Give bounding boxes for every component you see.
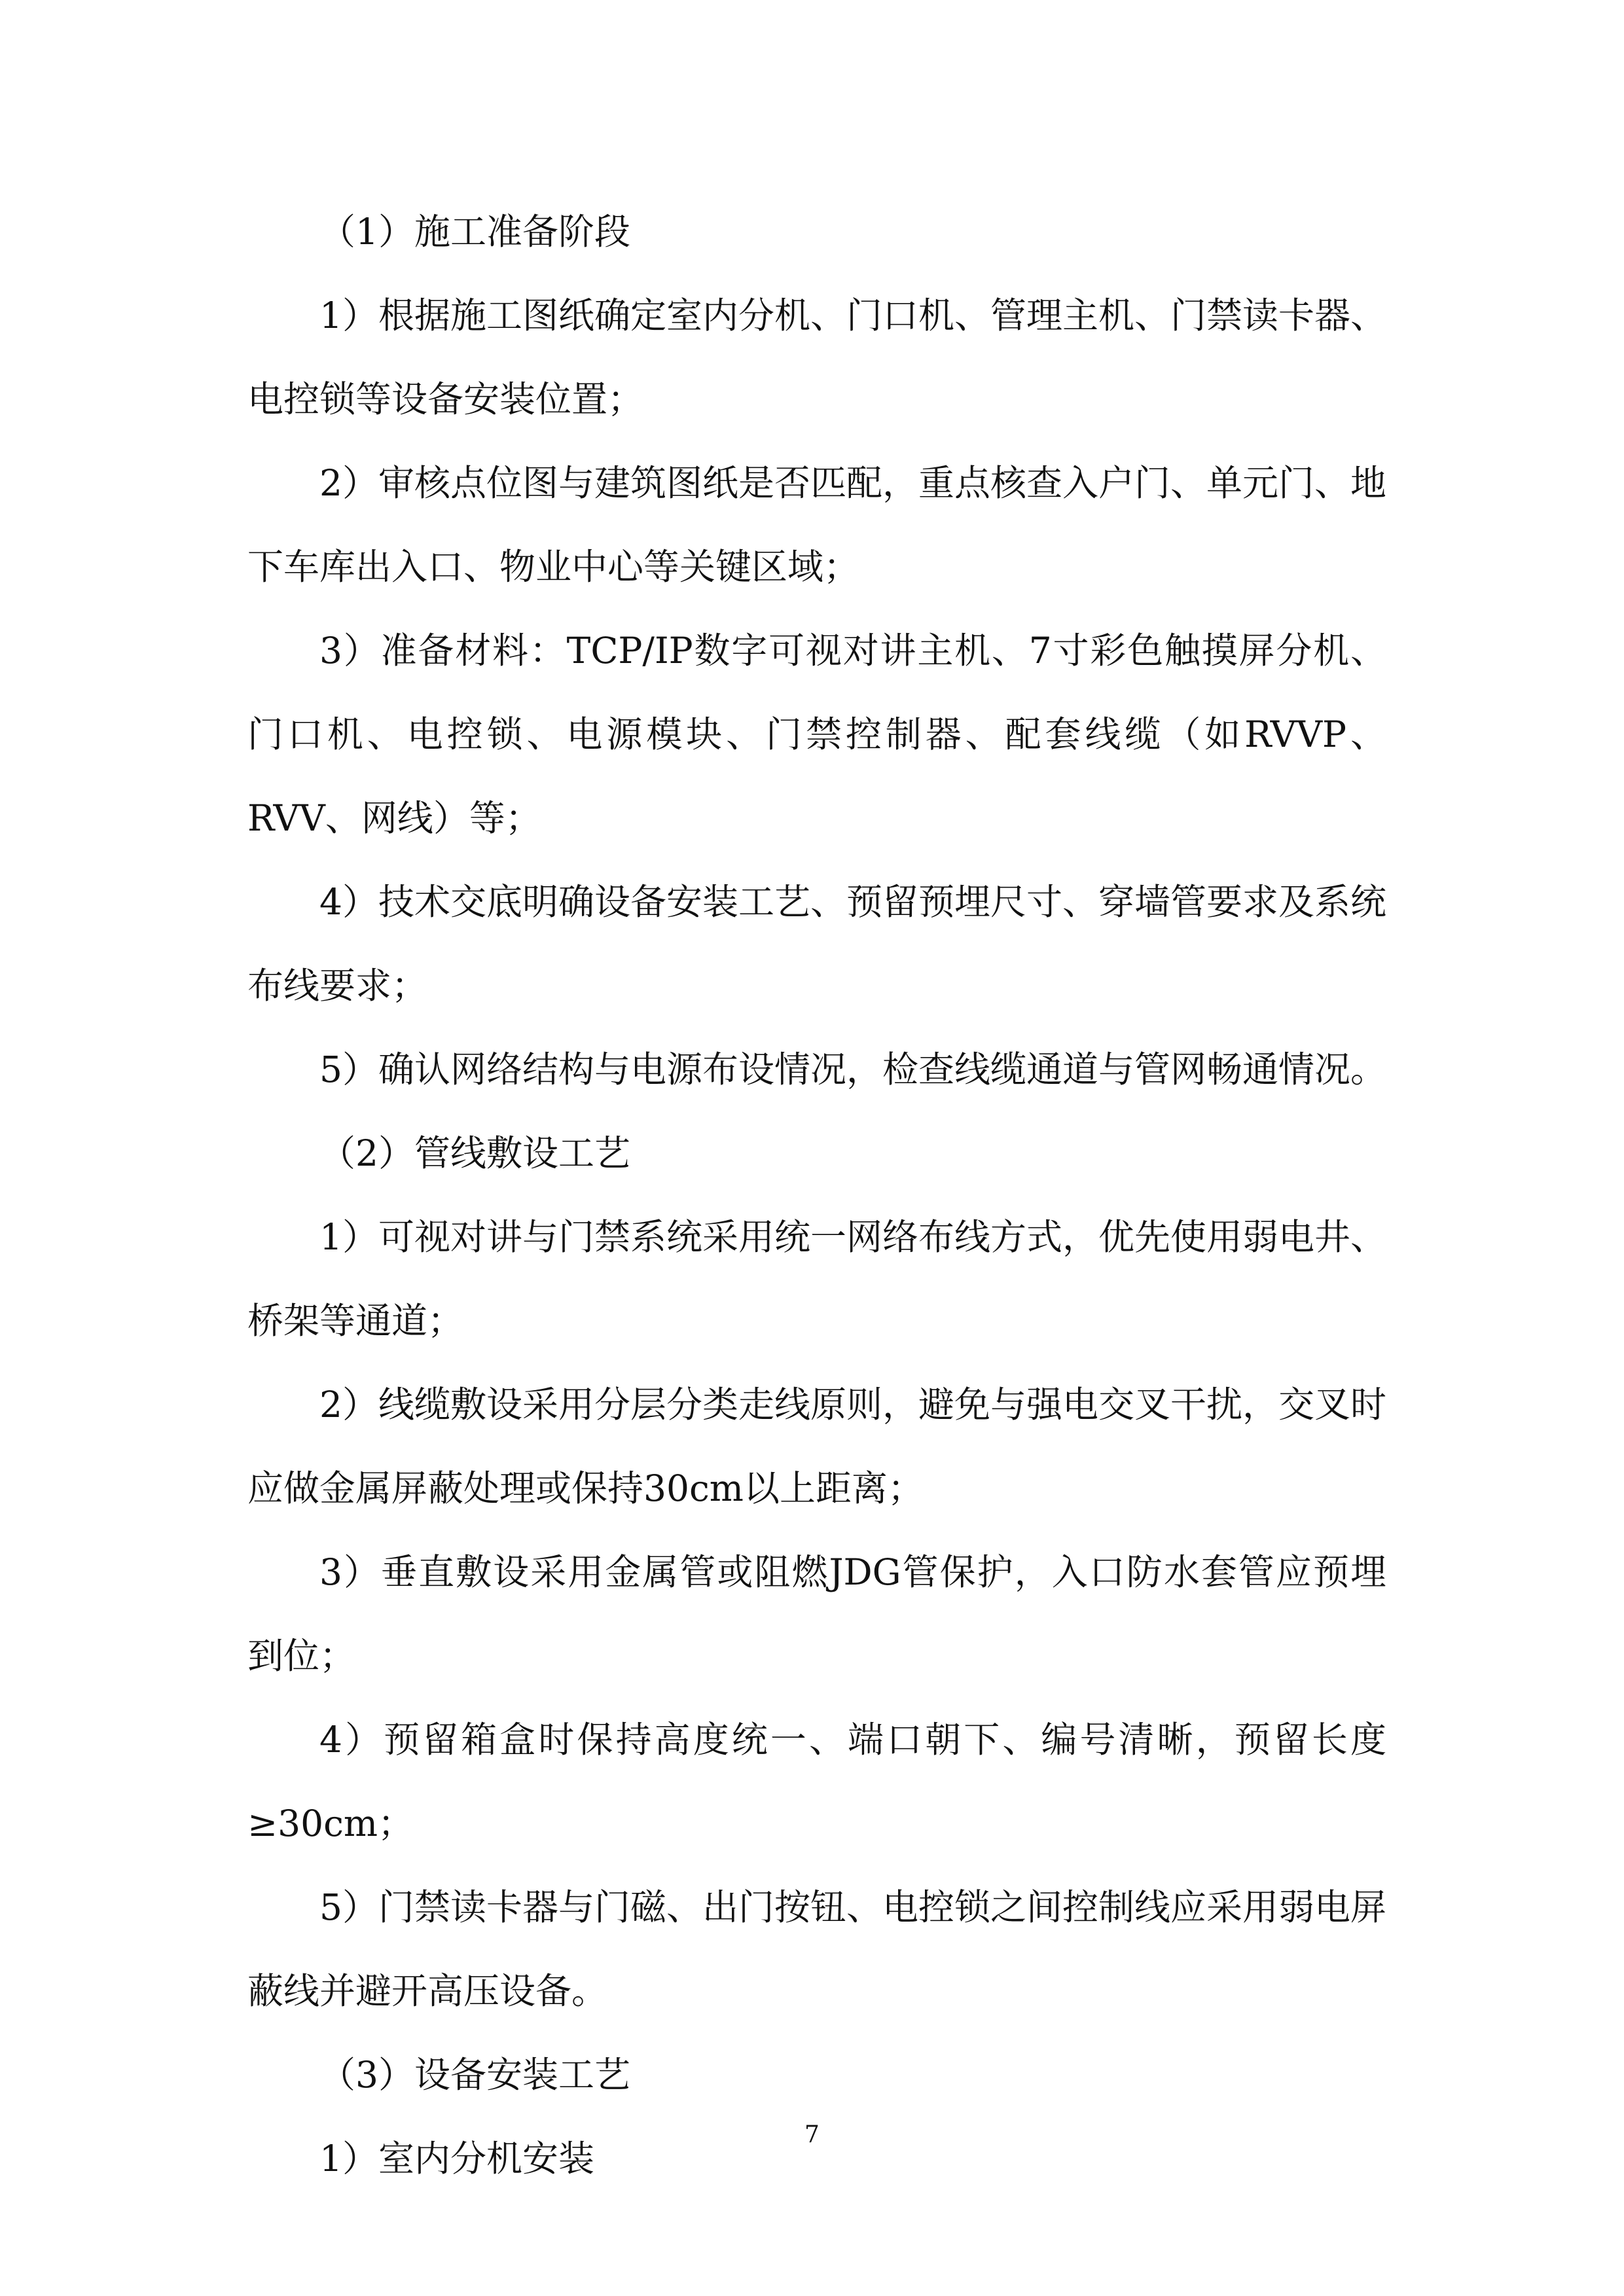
list-item: 1）根据施工图纸确定室内分机、门口机、管理主机、门禁读卡器、电控锁等设备安装位置； <box>247 295 1386 420</box>
list-item: 2）线缆敷设采用分层分类走线原则，避免与强电交叉干扰，交叉时应做金属屏蔽处理或保持30cm以上距离； <box>247 1384 1386 1509</box>
list-item: 3）垂直敷设采用金属管或阻燃JDG管保护，入口防水套管应预埋到位； <box>247 1551 1386 1677</box>
section-heading-1: （1）施工准备阶段 <box>319 211 630 253</box>
section-heading-3: （3）设备安装工艺 <box>319 2054 630 2096</box>
page-number: 7 <box>804 2121 820 2148</box>
list-item: 1）可视对讲与门禁系统采用统一网络布线方式，优先使用弱电井、桥架等通道； <box>247 1216 1386 1342</box>
list-item: 4）预留箱盒时保持高度统一、端口朝下、编号清晰，预留长度≥30cm； <box>247 1719 1386 1844</box>
list-item: 4）技术交底明确设备安装工艺、预留预埋尺寸、穿墙管要求及系统布线要求； <box>247 881 1386 1007</box>
list-item: 5）门禁读卡器与门磁、出门按钮、电控锁之间控制线应采用弱电屏蔽线并避开高压设备。 <box>247 1886 1386 2012</box>
section-heading-2: （2）管线敷设工艺 <box>319 1132 630 1174</box>
list-item: 2）审核点位图与建筑图纸是否匹配，重点核查入户门、单元门、地下车库出入口、物业中心等关键区域； <box>247 462 1386 588</box>
list-item: 1）室内分机安装 <box>319 2138 594 2179</box>
list-item: 3）准备材料：TCP/IP数字可视对讲主机、7寸彩色触摸屏分机、门口机、电控锁、电源模块、门禁控制器、配套线缆（如RVVP、RVV、网线）等； <box>247 630 1386 839</box>
document-body <box>247 190 1386 2200</box>
list-item: 5）确认网络结构与电源布设情况，检查线缆通道与管网畅通情况。 <box>319 1049 1386 1090</box>
